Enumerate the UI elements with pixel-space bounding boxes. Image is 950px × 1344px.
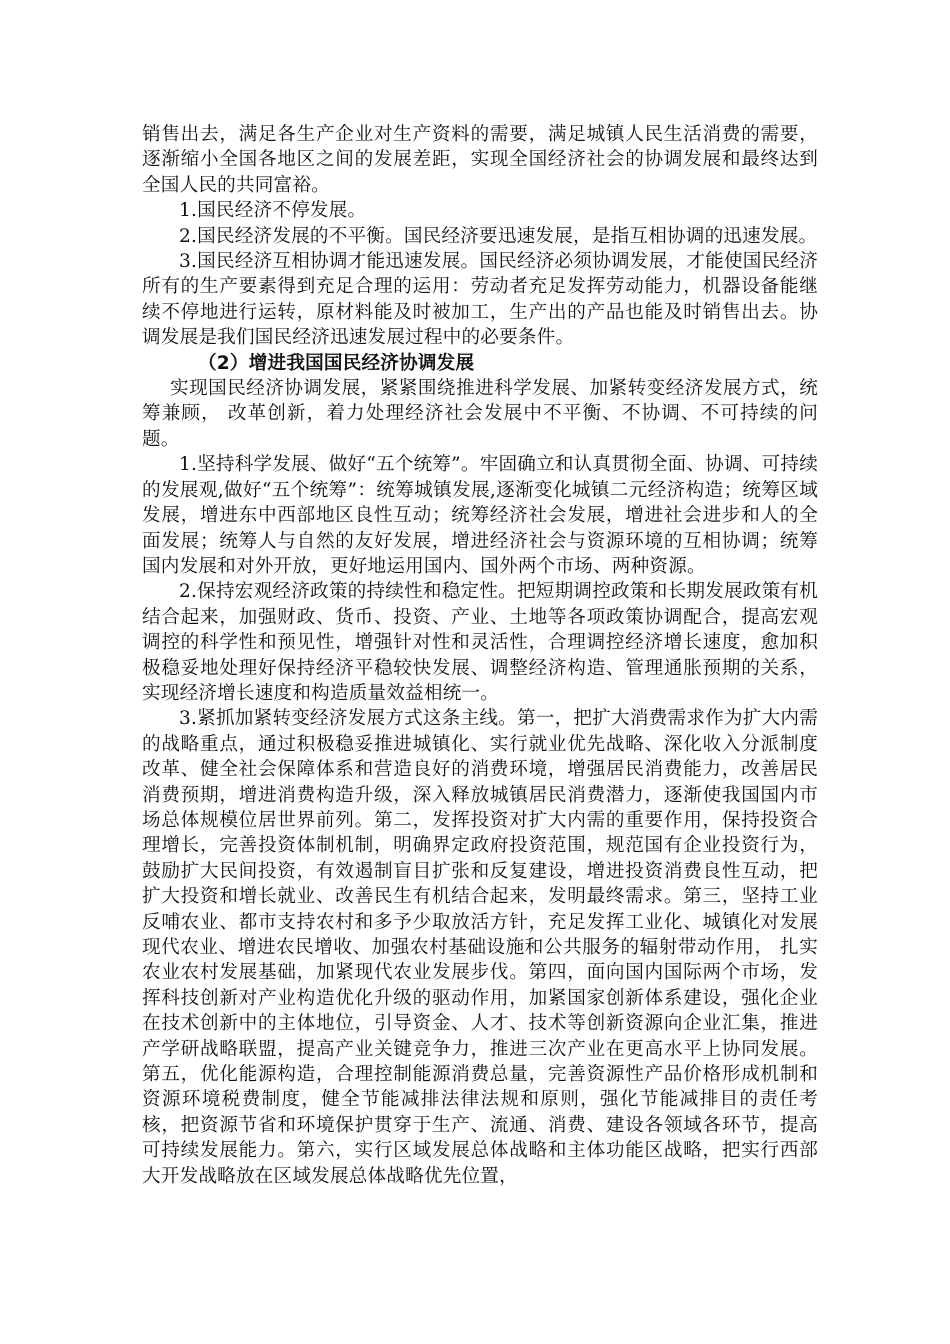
document-body	[142, 122, 818, 1189]
point-1: 1.坚持科学发展、做好“五个统筹”。牢固确立和认真贯彻全面、协调、可持续的发展观,做好“五个统筹”：统筹城镇发展,逐渐变化城镇二元经济构造；统筹区域发展，增进东中西部地区良性互动；统筹经济社会发展，增进社会进步和人的全面发展；统筹人与自然的友好发展，增进经济社会与资源环境的互相协调；统筹国内发展和对外开放，更好地运用国内、国外两个市场、两种资源。	[142, 454, 818, 577]
point-3: 3.紧抓加紧转变经济发展方式这条主线。第一，把扩大消费需求作为扩大内需的战略重点，通过积极稳妥推进城镇化、实行就业优先战略、深化收入分派制度改革、健全社会保障体系和营造良好的消费环境，增强居民消费能力，改善居民消费预期，增进消费构造升级，深入释放城镇居民消费潜力，逐渐使我国国内市场总体规模位居世界前列。第二，发挥投资对扩大内需的重要作用，保持投资合理增长，完善投资体制机制，明确界定政府投资范围，规范国有企业投资行为，鼓励扩大民间投资，有效遏制盲目扩张和反复建设，增进投资消费良性互动，把扩大投资和增长就业、改善民生有机结合起来，发明最终需求。第三，坚持工业反哺农业、都市支持农村和多予少取放活方针，充足发挥工业化、城镇化对发展现代农业、增进农民增收、加强农村基础设施和公共服务的辐射带动作用， 扎实农业农村发展基础，加紧现代农业发展步伐。第四，面向国内国际两个市场，发挥科技创新对产业构造优化升级的驱动作用，加紧国家创新体系建设，强化企业在技术创新中的主体地位，引导资金、人才、技术等创新资源向企业汇集，推进产学研战略联盟，提高产业关键竞争力，推进三次产业在更高水平上协同发展。第五，优化能源构造，合理控制能源消费总量，完善资源性产品价格形成机制和资源环境税费制度，健全节能减排法律法规和原则，强化节能减排目的责任考核，把资源节省和环境保护贯穿于生产、流通、消费、建设各领域各环节，提高可持续发展能力。第六，实行区域发展总体战略和主体功能区战略，把实行西部大开发战略放在区域发展总体战略优先位置，	[142, 708, 818, 1187]
paragraph-continuation: 销售出去，满足各生产企业对生产资料的需要，满足城镇人民生活消费的需要，逐渐缩小全国各地区之间的发展差距，实现全国经济社会的协调发展和最终达到全国人民的共同富裕。	[142, 124, 818, 196]
list-item-2: 2.国民经济发展的不平衡。国民经济要迅速发展，是指互相协调的迅速发展。	[179, 225, 818, 247]
section-heading: （2）增进我国国民经济协调发展	[198, 352, 475, 374]
point-2: 2.保持宏观经济政策的持续性和稳定性。把短期调控政策和长期发展政策有机结合起来，加强财政、货币、投资、产业、土地等各项政策协调配合，提高宏观调控的科学性和预见性，增强针对性和灵活性，合理调控经济增长速度，愈加积极稳妥地处理好保持经济平稳较快发展、调整经济构造、管理通胀预期的关系，实现经济增长速度和构造质量效益相统一。	[142, 581, 818, 704]
section-intro: 实现国民经济协调发展，紧紧围绕推进科学发展、加紧转变经济发展方式，统筹兼顾， 改革创新，着力处理经济社会发展中不平衡、不协调、不可持续的问题。	[142, 378, 818, 450]
list-item-1: 1.国民经济不停发展。	[179, 200, 367, 222]
list-item-3: 3.国民经济互相协调才能迅速发展。国民经济必须协调发展，才能使国民经济所有的生产要素得到充足合理的运用：劳动者充足发挥劳动能力，机器设备能继续不停地进行运转，原材料能及时被加工，生产出的产品也能及时销售出去。协调发展是我们国民经济迅速发展过程中的必要条件。	[142, 251, 818, 349]
